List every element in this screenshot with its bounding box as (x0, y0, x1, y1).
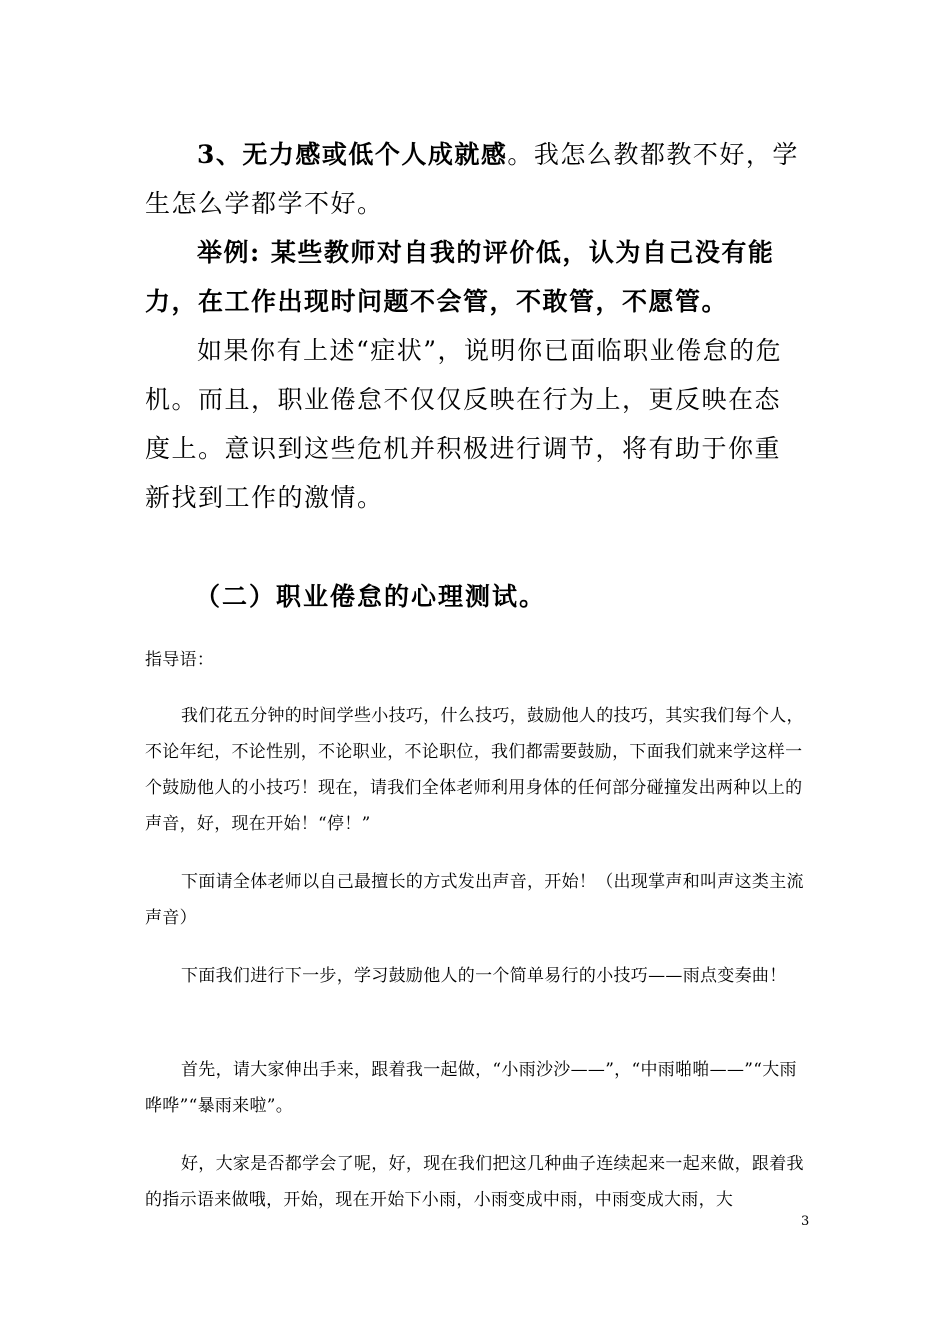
paragraph-symptoms: 如果你有上述“症状”，说明你已面临职业倦怠的危机。而且，职业倦怠不仅仅反映在行为上，更反映在态度上。意识到这些危机并积极进行调节，将有助于你重新找到工作的激情。 (145, 336, 783, 512)
paragraph-powerlessness (145, 130, 805, 228)
paragraph-powerlessness-text: 。我怎么教都教不好，学生怎么学都学不好。 (145, 140, 799, 218)
paragraph-rain-gestures: 首先，请大家伸出手来，跟着我一起做，“小雨沙沙——”，“中雨啪啪——”“大雨哗哗”“暴雨来啦”。 (145, 1060, 797, 1116)
paragraph-make-sounds: 下面请全体老师以自己最擅长的方式发出声音，开始！（出现掌声和叫声这类主流声音） (145, 872, 804, 928)
paragraph-example: 举例: 某些教师对自我的评价低，认为自己没有能力，在工作出现时问题不会管，不敢管，不愿管。 (145, 238, 775, 316)
guide-label: 指导语： (145, 650, 215, 670)
paragraph-powerlessness-title: 3、无力感或低个人成就感 (197, 140, 508, 169)
paragraph-continue: 好，大家是否都学会了呢，好，现在我们把这几种曲子连续起来一起来做，跟着我的指示语来做哦，开始，现在开始下小雨，小雨变成中雨，中雨变成大雨，大 (145, 1154, 804, 1210)
paragraph-intro: 我们花五分钟的时间学些小技巧，什么技巧，鼓励他人的技巧，其实我们每个人，不论年纪，不论性别，不论职业，不论职位，我们都需要鼓励，下面我们就来学这样一个鼓励他人的小技巧！现在，请我们全体老师利用身体的任何部分碰撞发出两种以上的声音，好，现在开始！“停！” (145, 706, 804, 834)
paragraph-next-step: 下面我们进行下一步，学习鼓励他人的一个简单易行的小技巧——雨点变奏曲！ (181, 966, 787, 986)
section-heading: （二）职业倦怠的心理测试。 (195, 582, 547, 611)
page-number: 3 (801, 1214, 810, 1229)
